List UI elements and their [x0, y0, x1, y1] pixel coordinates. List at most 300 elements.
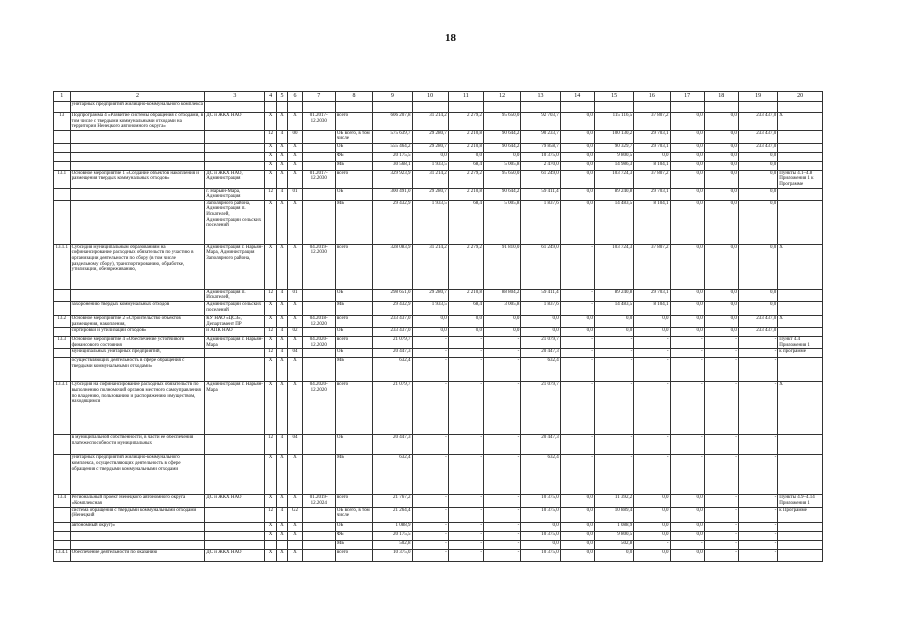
table-cell	[778, 200, 823, 244]
table-cell: -	[704, 507, 738, 522]
table-cell: ОБ	[335, 349, 372, 358]
table-cell: -	[634, 435, 670, 455]
table-row	[54, 170, 823, 188]
table-cell: 4	[276, 328, 287, 337]
column-header: 20	[778, 92, 823, 102]
table-cell: 61 249,0	[521, 244, 560, 289]
table-cell: 04.2020-12.2020	[302, 337, 335, 349]
table-cell: -	[484, 382, 521, 435]
table-cell: МБ	[335, 200, 372, 244]
table-cell: 89 240,8	[594, 289, 633, 301]
table-cell: 555 464,2	[373, 143, 412, 152]
table-cell	[70, 161, 205, 170]
table-cell	[302, 188, 335, 200]
table-cell: Субсидия на софинансирование расходных обязательств по выполнению полномочий органов местного самоуправления по владению, пользованию и распоряжению имуществом, находящимся	[70, 382, 205, 435]
table-cell: 632,4	[373, 455, 412, 495]
table-cell: Х	[288, 455, 303, 495]
table-cell: 13.4	[54, 495, 71, 507]
table-cell: 88 804,2	[484, 289, 521, 301]
table-cell: 0,0	[704, 130, 738, 143]
table-cell	[778, 435, 823, 455]
table-cell: -	[484, 531, 521, 540]
table-cell: -	[448, 382, 483, 435]
table-cell: 91 810,0	[484, 244, 521, 289]
table-cell	[302, 435, 335, 455]
table-cell: Х	[288, 382, 303, 435]
table-cell	[276, 102, 287, 113]
table-cell: -	[670, 540, 704, 549]
table-cell: Х	[276, 244, 287, 289]
table-cell: 01.2019-12.2024	[302, 495, 335, 507]
table-cell: 13.1	[54, 170, 71, 188]
table-cell: Х	[288, 337, 303, 349]
table-cell: 20 447,3	[373, 349, 412, 358]
table-cell: -	[670, 382, 704, 435]
table-cell: Х	[288, 152, 303, 161]
table-cell: ОБ всего, в том числе	[335, 130, 372, 143]
table-cell: 100 130,2	[594, 130, 633, 143]
table-cell: -	[484, 358, 521, 382]
table-cell: ОБ	[335, 188, 372, 200]
table-cell: 0,0	[704, 188, 738, 200]
table-cell: -	[412, 382, 448, 435]
table-cell: -	[484, 549, 521, 561]
table-cell: -	[412, 455, 448, 495]
table-cell: Основное мероприятие 2 «Строительство объектов размещения, накопления,	[70, 315, 205, 327]
table-cell: 68,4	[448, 200, 483, 244]
table-cell: 0,0	[634, 495, 670, 507]
table-cell: Х	[276, 337, 287, 349]
table-cell: 21 079,7	[373, 382, 412, 435]
table-cell: -	[560, 455, 594, 495]
page-number: 18	[445, 32, 456, 44]
table-cell: -	[448, 522, 483, 531]
table-cell: 61 249,0	[521, 170, 560, 188]
table-cell: 14 483,5	[594, 301, 633, 315]
table-cell: 2 470,0	[521, 161, 560, 170]
table-cell	[205, 540, 265, 549]
table-cell: 4	[276, 435, 287, 455]
table-cell: 04.2020-12.2020	[302, 382, 335, 435]
table-cell: 04.2018-12.2020	[302, 315, 335, 327]
header-row	[54, 92, 823, 102]
table-cell: -	[704, 522, 738, 531]
table-cell: 90 233,7	[521, 130, 560, 143]
table-cell	[302, 540, 335, 549]
table-cell	[302, 161, 335, 170]
table-cell	[302, 328, 335, 337]
table-cell: 0,0	[634, 315, 670, 327]
table-row	[54, 188, 823, 200]
table-cell: Х	[276, 549, 287, 561]
table-cell: -	[738, 495, 777, 507]
table-cell	[54, 102, 71, 113]
table-cell: -	[412, 358, 448, 382]
column-header: 10	[412, 92, 448, 102]
table-cell	[54, 349, 71, 358]
table-cell: 12	[265, 507, 276, 522]
table-cell	[560, 102, 594, 113]
table-row	[54, 522, 823, 531]
column-header: 8	[335, 92, 372, 102]
table-cell: 0,0	[704, 200, 738, 244]
table-cell: всего	[335, 113, 372, 131]
table-cell	[265, 102, 276, 113]
table-cell: 79 858,7	[521, 143, 560, 152]
table-cell: Х	[265, 455, 276, 495]
table-cell: 37 807,2	[634, 244, 670, 289]
table-cell: Х	[265, 315, 276, 327]
table-cell	[54, 507, 71, 522]
table-row	[54, 113, 823, 131]
table-cell: 0,0	[560, 549, 594, 561]
table-cell: 0,0	[560, 507, 594, 522]
table-cell: 0,0	[560, 143, 594, 152]
table-cell: 103 724,3	[594, 170, 633, 188]
table-cell: 12	[265, 188, 276, 200]
table-cell: 2 279,2	[448, 170, 483, 188]
table-cell	[778, 531, 823, 540]
table-cell: 632,4	[521, 455, 560, 495]
table-cell: 1 837,6	[521, 301, 560, 315]
table-cell: Х	[288, 143, 303, 152]
table-cell: 13.2	[54, 315, 71, 327]
table-cell	[54, 152, 71, 161]
table-cell: муниципальных унитарных предприятий,	[70, 349, 205, 358]
table-cell: 2 210,8	[448, 188, 483, 200]
table-cell: 21 079,7	[521, 337, 560, 349]
table-cell: 1 933,5	[412, 161, 448, 170]
table-cell	[54, 358, 71, 382]
table-cell	[448, 102, 483, 113]
table-cell: -	[448, 358, 483, 382]
table-cell: 01.2017-12.2030	[302, 113, 335, 131]
table-cell: Администрация п. Искателей,	[205, 289, 265, 301]
table-cell: 90 644,2	[484, 188, 521, 200]
table-cell: 0,0	[670, 495, 704, 507]
table-cell: -	[634, 382, 670, 435]
table-cell: Обеспечение деятельности по оказанию	[70, 549, 205, 561]
table-cell: 115 116,5	[594, 113, 633, 131]
table-cell: -	[594, 382, 633, 435]
table-cell: 0,0	[704, 289, 738, 301]
table-cell: 20 175,5	[373, 152, 412, 161]
table-cell: к Программе	[778, 507, 823, 522]
table-cell: 0,0	[448, 315, 483, 327]
table-cell: 2 210,8	[448, 289, 483, 301]
table-cell: Администрация г. Нарьян-Мара	[205, 382, 265, 435]
table-cell: 29 703,1	[634, 143, 670, 152]
table-cell: -	[634, 337, 670, 349]
table-cell: 0,0	[704, 315, 738, 327]
table-cell: -	[634, 349, 670, 358]
table-cell	[276, 540, 287, 549]
table-row	[54, 328, 823, 337]
table-cell: 20 175,5	[373, 531, 412, 540]
table-cell: 0,0	[560, 170, 594, 188]
table-cell: 0,0	[484, 328, 521, 337]
table-cell: -	[704, 495, 738, 507]
table-cell	[54, 143, 71, 152]
table-cell	[778, 455, 823, 495]
table-cell: Х	[265, 495, 276, 507]
table-cell	[54, 130, 71, 143]
table-cell: -	[560, 382, 594, 435]
table-cell: -	[484, 337, 521, 349]
table-cell: -	[560, 301, 594, 315]
table-cell: 0,0	[670, 170, 704, 188]
table-cell: 0,0	[560, 531, 594, 540]
table-cell: 21 767,2	[373, 495, 412, 507]
table-cell: -	[412, 507, 448, 522]
table-cell: 10 375,0	[521, 152, 560, 161]
table-cell	[302, 152, 335, 161]
table-cell: 4	[276, 130, 287, 143]
table-cell: -	[738, 540, 777, 549]
column-header: 7	[302, 92, 335, 102]
table-cell: -	[594, 358, 633, 382]
table-cell: -	[704, 349, 738, 358]
table-cell: -	[670, 435, 704, 455]
table-cell: -	[738, 358, 777, 382]
table-cell	[302, 143, 335, 152]
table-row	[54, 315, 823, 327]
table-cell: -	[594, 455, 633, 495]
table-cell	[205, 358, 265, 382]
table-cell: -	[704, 549, 738, 561]
table-cell: 13.4.1	[54, 549, 71, 561]
table-cell: 1 933,5	[412, 301, 448, 315]
table-cell: 0,0	[670, 315, 704, 327]
table-cell	[738, 102, 777, 113]
table-cell: 4	[276, 349, 287, 358]
table-cell: -	[704, 358, 738, 382]
table-cell: 0,0	[634, 507, 670, 522]
table-cell: 5 005,8	[484, 200, 521, 244]
table-cell: 0,0	[738, 301, 777, 315]
table-row	[54, 161, 823, 170]
table-cell: 502,8	[594, 540, 633, 549]
table-cell: -	[670, 455, 704, 495]
table-row	[54, 507, 823, 522]
table-cell: -	[704, 455, 738, 495]
table-cell: -	[594, 349, 633, 358]
table-cell	[205, 102, 265, 113]
table-cell: -	[560, 337, 594, 349]
table-cell	[302, 102, 335, 113]
table-cell: 300 491,0	[373, 188, 412, 200]
table-cell: 0,0	[634, 152, 670, 161]
table-cell: -	[412, 349, 448, 358]
table-cell: Администрация г. Нарьян-Мара, Администрация Заполярного района,	[205, 244, 265, 289]
table-cell: Администрации сельских поселений	[205, 301, 265, 315]
table-cell: Х	[265, 301, 276, 315]
table-cell	[335, 102, 372, 113]
table-cell: 01	[288, 188, 303, 200]
table-cell: 632,4	[373, 358, 412, 382]
table-cell: 0,0	[704, 152, 738, 161]
table-cell: 0,0	[704, 113, 738, 131]
table-cell: -	[448, 435, 483, 455]
table-cell: 0,0	[521, 540, 560, 549]
table-cell: Х	[276, 113, 287, 131]
table-cell	[205, 161, 265, 170]
table-cell: 21 079,7	[373, 337, 412, 349]
table-cell: -	[448, 507, 483, 522]
table-cell: 0,0	[738, 188, 777, 200]
table-cell: 0,0	[670, 244, 704, 289]
table-cell	[54, 531, 71, 540]
table-cell: Х	[276, 143, 287, 152]
table-row	[54, 495, 823, 507]
column-header: 13	[521, 92, 560, 102]
table-cell	[778, 143, 823, 152]
table-cell: 12	[265, 130, 276, 143]
table-cell: 0,0	[670, 289, 704, 301]
table-cell: 4	[276, 188, 287, 200]
column-header: 4	[265, 92, 276, 102]
table-cell: -	[670, 337, 704, 349]
table-cell: 0,0	[448, 152, 483, 161]
table-cell: ФБ	[335, 531, 372, 540]
table-cell	[302, 522, 335, 531]
table-cell: Х	[288, 200, 303, 244]
table-cell: 632,4	[521, 358, 560, 382]
table-cell: 14 483,5	[594, 200, 633, 244]
table-cell: ОБ	[335, 522, 372, 531]
table-cell	[302, 549, 335, 561]
table-cell	[70, 130, 205, 143]
table-cell: всего	[335, 244, 372, 289]
table-cell: 0,0	[560, 540, 594, 549]
table-cell: 0,0	[670, 152, 704, 161]
table-cell: Х	[288, 301, 303, 315]
table-cell: -	[704, 435, 738, 455]
table-cell: унитарных предприятий жилищно-коммунального комплекса, осуществляющих деятельность в сфере обращения с твердыми коммунальными отходами	[70, 455, 205, 495]
table-cell: 0,0	[560, 495, 594, 507]
table-cell: 606 207,8	[373, 113, 412, 131]
table-cell: 29 703,1	[634, 130, 670, 143]
table-cell: Х	[778, 315, 823, 327]
table-cell	[205, 531, 265, 540]
table-row	[54, 358, 823, 382]
table-cell: 4	[276, 507, 287, 522]
table-cell: -	[412, 495, 448, 507]
table-row	[54, 435, 823, 455]
table-cell	[70, 200, 205, 244]
table-cell: -	[670, 349, 704, 358]
table-cell: 0,0	[670, 188, 704, 200]
table-cell: -	[448, 349, 483, 358]
table-cell: 0,0	[560, 130, 594, 143]
table-cell: 29 432,9	[373, 200, 412, 244]
table-cell: Х	[288, 549, 303, 561]
table-cell	[205, 507, 265, 522]
table-cell: 29 703,1	[634, 289, 670, 301]
table-cell: унитарных предприятий жилищно-коммунального комплекса	[70, 102, 205, 113]
table-cell: 01.2017-12.2030	[302, 170, 335, 188]
table-cell: -	[704, 540, 738, 549]
table-cell	[288, 102, 303, 113]
table-cell: 0,0	[704, 328, 738, 337]
table-cell: -	[738, 549, 777, 561]
table-cell	[54, 435, 71, 455]
table-cell: 10 375,0	[521, 507, 560, 522]
table-cell: Х	[276, 161, 287, 170]
table-cell: 0,0	[634, 549, 670, 561]
column-header: 6	[288, 92, 303, 102]
table-cell: 14 986,3	[594, 161, 633, 170]
table-cell: 1 837,6	[521, 200, 560, 244]
table-cell: Основное мероприятие 4 «Обеспечение устойчивого финансового состояния	[70, 337, 205, 349]
table-cell: захоронению твердых коммунальных отходов	[70, 301, 205, 315]
table-cell: -	[448, 495, 483, 507]
table-cell: 0,0	[560, 161, 594, 170]
table-cell: Пункт 4.4 Приложения 1	[778, 337, 823, 349]
table-cell: 01	[288, 289, 303, 301]
table-cell: 0,0	[412, 315, 448, 327]
table-cell: -	[560, 289, 594, 301]
table-cell: 0,0	[670, 113, 704, 131]
table-cell: 29 280,7	[412, 143, 448, 152]
table-cell	[670, 102, 704, 113]
table-cell: Х	[265, 382, 276, 435]
table-cell: -	[704, 531, 738, 540]
table-cell: 21 079,7	[521, 382, 560, 435]
table-cell: г. Нарьян-Мара, Администрация	[205, 188, 265, 200]
table-row	[54, 152, 823, 161]
table-cell: 0,0	[594, 315, 633, 327]
table-cell: и АПК НАО	[205, 328, 265, 337]
table-cell: 0,0	[738, 244, 777, 289]
table-row	[54, 130, 823, 143]
table-cell	[778, 522, 823, 531]
table-row	[54, 349, 823, 358]
table-cell: -	[670, 358, 704, 382]
table-cell: Региональный проект Ненецкого автономного округа «Комплексная	[70, 495, 205, 507]
table-cell: Субсидия муниципальным образованиям на софинансирование расходных обязательств по участию в организации деятельности по сбору (в том числе раздельному сбору), транспортированию, обработке, утилизации, обезвреживанию,	[70, 244, 205, 289]
table-cell: -	[448, 549, 483, 561]
table-cell: ДС и ЖКХ НАО	[205, 495, 265, 507]
table-cell: -	[484, 495, 521, 507]
table-cell: 0,0	[560, 113, 594, 131]
table-cell: 575 639,7	[373, 130, 412, 143]
table-cell	[302, 301, 335, 315]
table-cell: -	[448, 337, 483, 349]
table-cell: -	[594, 435, 633, 455]
table-cell: Х	[288, 113, 303, 131]
table-cell: 0,0	[738, 289, 777, 301]
table-cell: 13.3.1	[54, 382, 71, 435]
table-cell: -	[560, 435, 594, 455]
table-cell: 29 280,7	[412, 289, 448, 301]
table-cell: -	[412, 540, 448, 549]
table-cell: 0,0	[560, 200, 594, 244]
table-cell	[778, 328, 823, 337]
table-row	[54, 382, 823, 435]
table-cell: -	[412, 522, 448, 531]
table-cell: 04.2019-12.2030	[302, 244, 335, 289]
table-cell: 12	[265, 349, 276, 358]
table-cell: 5 005,8	[484, 161, 521, 170]
table-cell: -	[738, 522, 777, 531]
table-cell: 0,0	[704, 244, 738, 289]
table-cell	[778, 358, 823, 382]
table-cell: МБ	[335, 301, 372, 315]
table-cell: Х	[265, 531, 276, 540]
table-cell: 0,0	[521, 328, 560, 337]
table-cell: Пункты 4.1–4.8 Приложения 1 к Программе	[778, 170, 823, 188]
